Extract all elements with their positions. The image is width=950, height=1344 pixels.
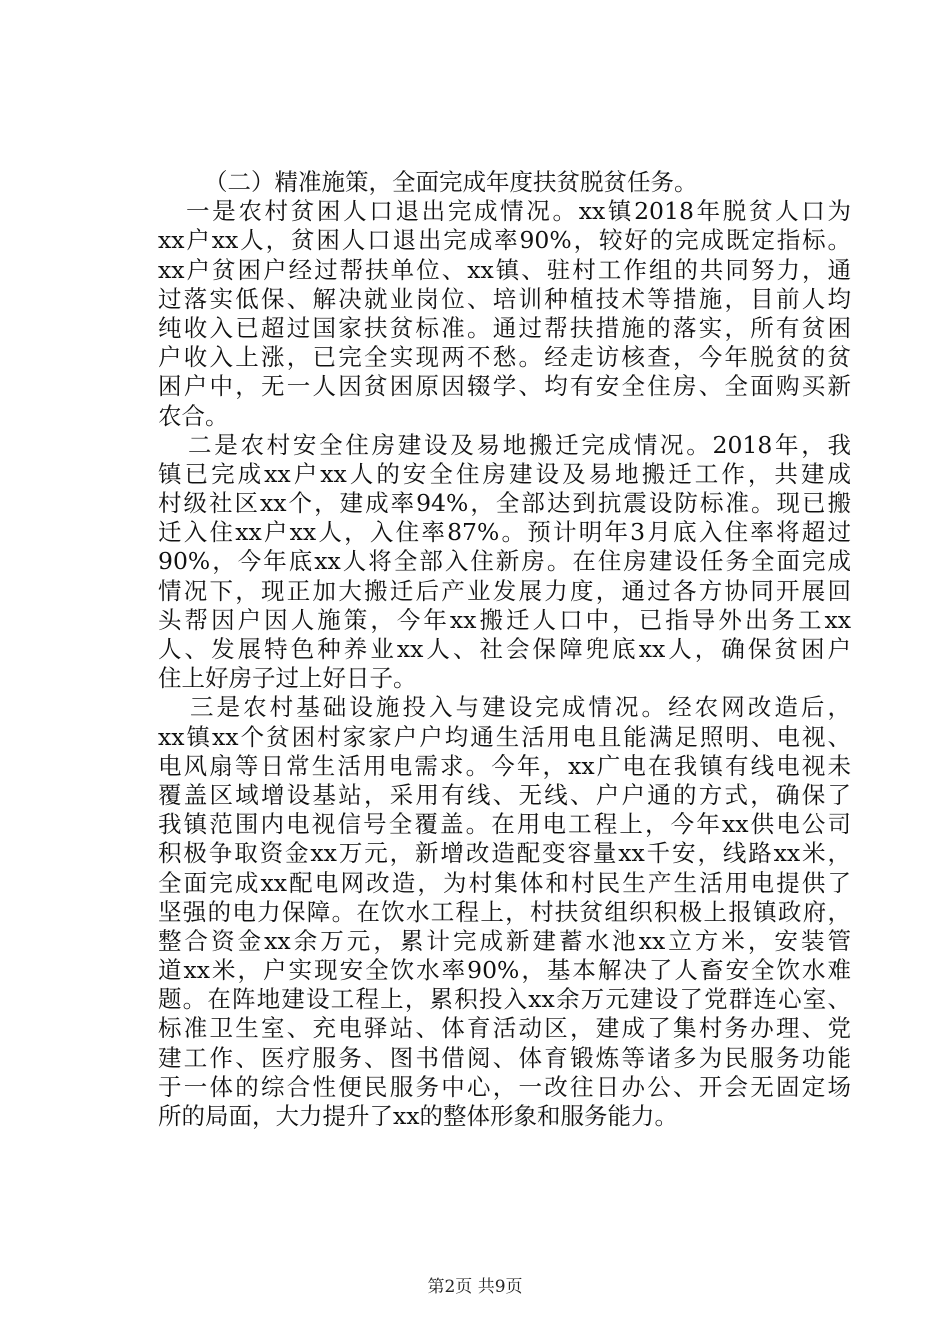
paragraph-line: 情况下，现正加大搬迁后产业发展力度，通过各方协同开展回 <box>158 576 851 605</box>
paragraph-line: 人、发展特色种养业xx人、社会保障兜底xx人，确保贫困户 <box>158 635 851 663</box>
paragraph-line: 三是农村基础设施投入与建设完成情况。经农网改造后， <box>190 693 851 722</box>
paragraph-line: 90%，今年底xx人将全部入住新房。在住房建设任务全面完成 <box>158 547 851 576</box>
paragraph-line: 标准卫生室、充电驿站、体育活动区，建成了集村务办理、党 <box>158 1014 851 1043</box>
paragraph-line: 住上好房子过上好日子。 <box>158 664 417 693</box>
paragraph-line: 村级社区xx个，建成率94%，全部达到抗震设防标准。现已搬 <box>158 489 851 518</box>
paragraph-line: 镇已完成xx户xx人的安全住房建设及易地搬迁工作，共建成 <box>158 459 851 488</box>
paragraph-line: 一是农村贫困人口退出完成情况。xx镇2018年脱贫人口为 <box>186 197 851 226</box>
paragraph-line: 建工作、医疗服务、图书借阅、体育锻炼等诸多为民服务功能 <box>158 1043 851 1072</box>
paragraph-line: 坚强的电力保障。在饮水工程上，村扶贫组织积极上报镇政府， <box>158 897 851 926</box>
paragraph-line: 全面完成xx配电网改造，为村集体和村民生产生活用电提供了 <box>158 868 851 897</box>
section-heading: （二）精准施策，全面完成年度扶贫脱贫任务。 <box>204 168 698 196</box>
paragraph-line: 二是农村安全住房建设及易地搬迁完成情况。2018年，我 <box>188 430 851 459</box>
paragraph-line: xx户xx人，贫困人口退出完成率90%，较好的完成既定指标。 <box>158 226 851 255</box>
paragraph-line: 电风扇等日常生活用电需求。今年，xx广电在我镇有线电视未 <box>158 751 851 780</box>
paragraph-line: 题。在阵地建设工程上，累积投入xx余万元建设了党群连心室、 <box>158 985 851 1014</box>
paragraph-line: 覆盖区域增设基站，采用有线、无线、户户通的方式，确保了 <box>158 780 851 809</box>
paragraph-line: xx户贫困户经过帮扶单位、xx镇、驻村工作组的共同努力，通 <box>158 255 851 284</box>
paragraph-line: 整合资金xx余万元，累计完成新建蓄水池xx立方米，安装管 <box>158 926 851 955</box>
paragraph-line: 积极争取资金xx万元，新增改造配变容量xx千安，线路xx米， <box>158 839 851 868</box>
paragraph-line: 道xx米，户实现安全饮水率90%，基本解决了人畜安全饮水难 <box>158 956 851 985</box>
paragraph-line: 于一体的综合性便民服务中心，一改往日办公、开会无固定场 <box>158 1072 851 1101</box>
paragraph-line: 困户中，无一人因贫困原因辍学、均有安全住房、全面购买新 <box>158 372 851 401</box>
paragraph-line: 纯收入已超过国家扶贫标准。通过帮扶措施的落实，所有贫困 <box>158 313 851 342</box>
paragraph-line: 所的局面，大力提升了xx的整体形象和服务能力。 <box>158 1102 679 1130</box>
paragraph-line: 户收入上涨，已完全实现两不愁。经走访核查，今年脱贫的贫 <box>158 343 851 372</box>
document-body <box>158 168 851 1131</box>
paragraph-line: 农合。 <box>158 401 229 430</box>
paragraph-1 <box>158 197 851 431</box>
paragraph-line: 过落实低保、解决就业岗位、培训种植技术等措施，目前人均 <box>158 284 851 313</box>
paragraph-line: 我镇范围内电视信号全覆盖。在用电工程上，今年xx供电公司 <box>158 810 851 839</box>
paragraph-line: 头帮因户因人施策，今年xx搬迁人口中，已指导外出务工xx <box>158 605 851 634</box>
paragraph-line: 迁入住xx户xx人，入住率87%。预计明年3月底入住率将超过 <box>158 518 851 547</box>
paragraph-3 <box>158 693 851 1131</box>
page-footer: 第2页 共9页 <box>427 1277 523 1297</box>
paragraph-2 <box>158 431 851 694</box>
paragraph-line: xx镇xx个贫困村家家户户均通生活用电且能满足照明、电视、 <box>158 722 851 751</box>
